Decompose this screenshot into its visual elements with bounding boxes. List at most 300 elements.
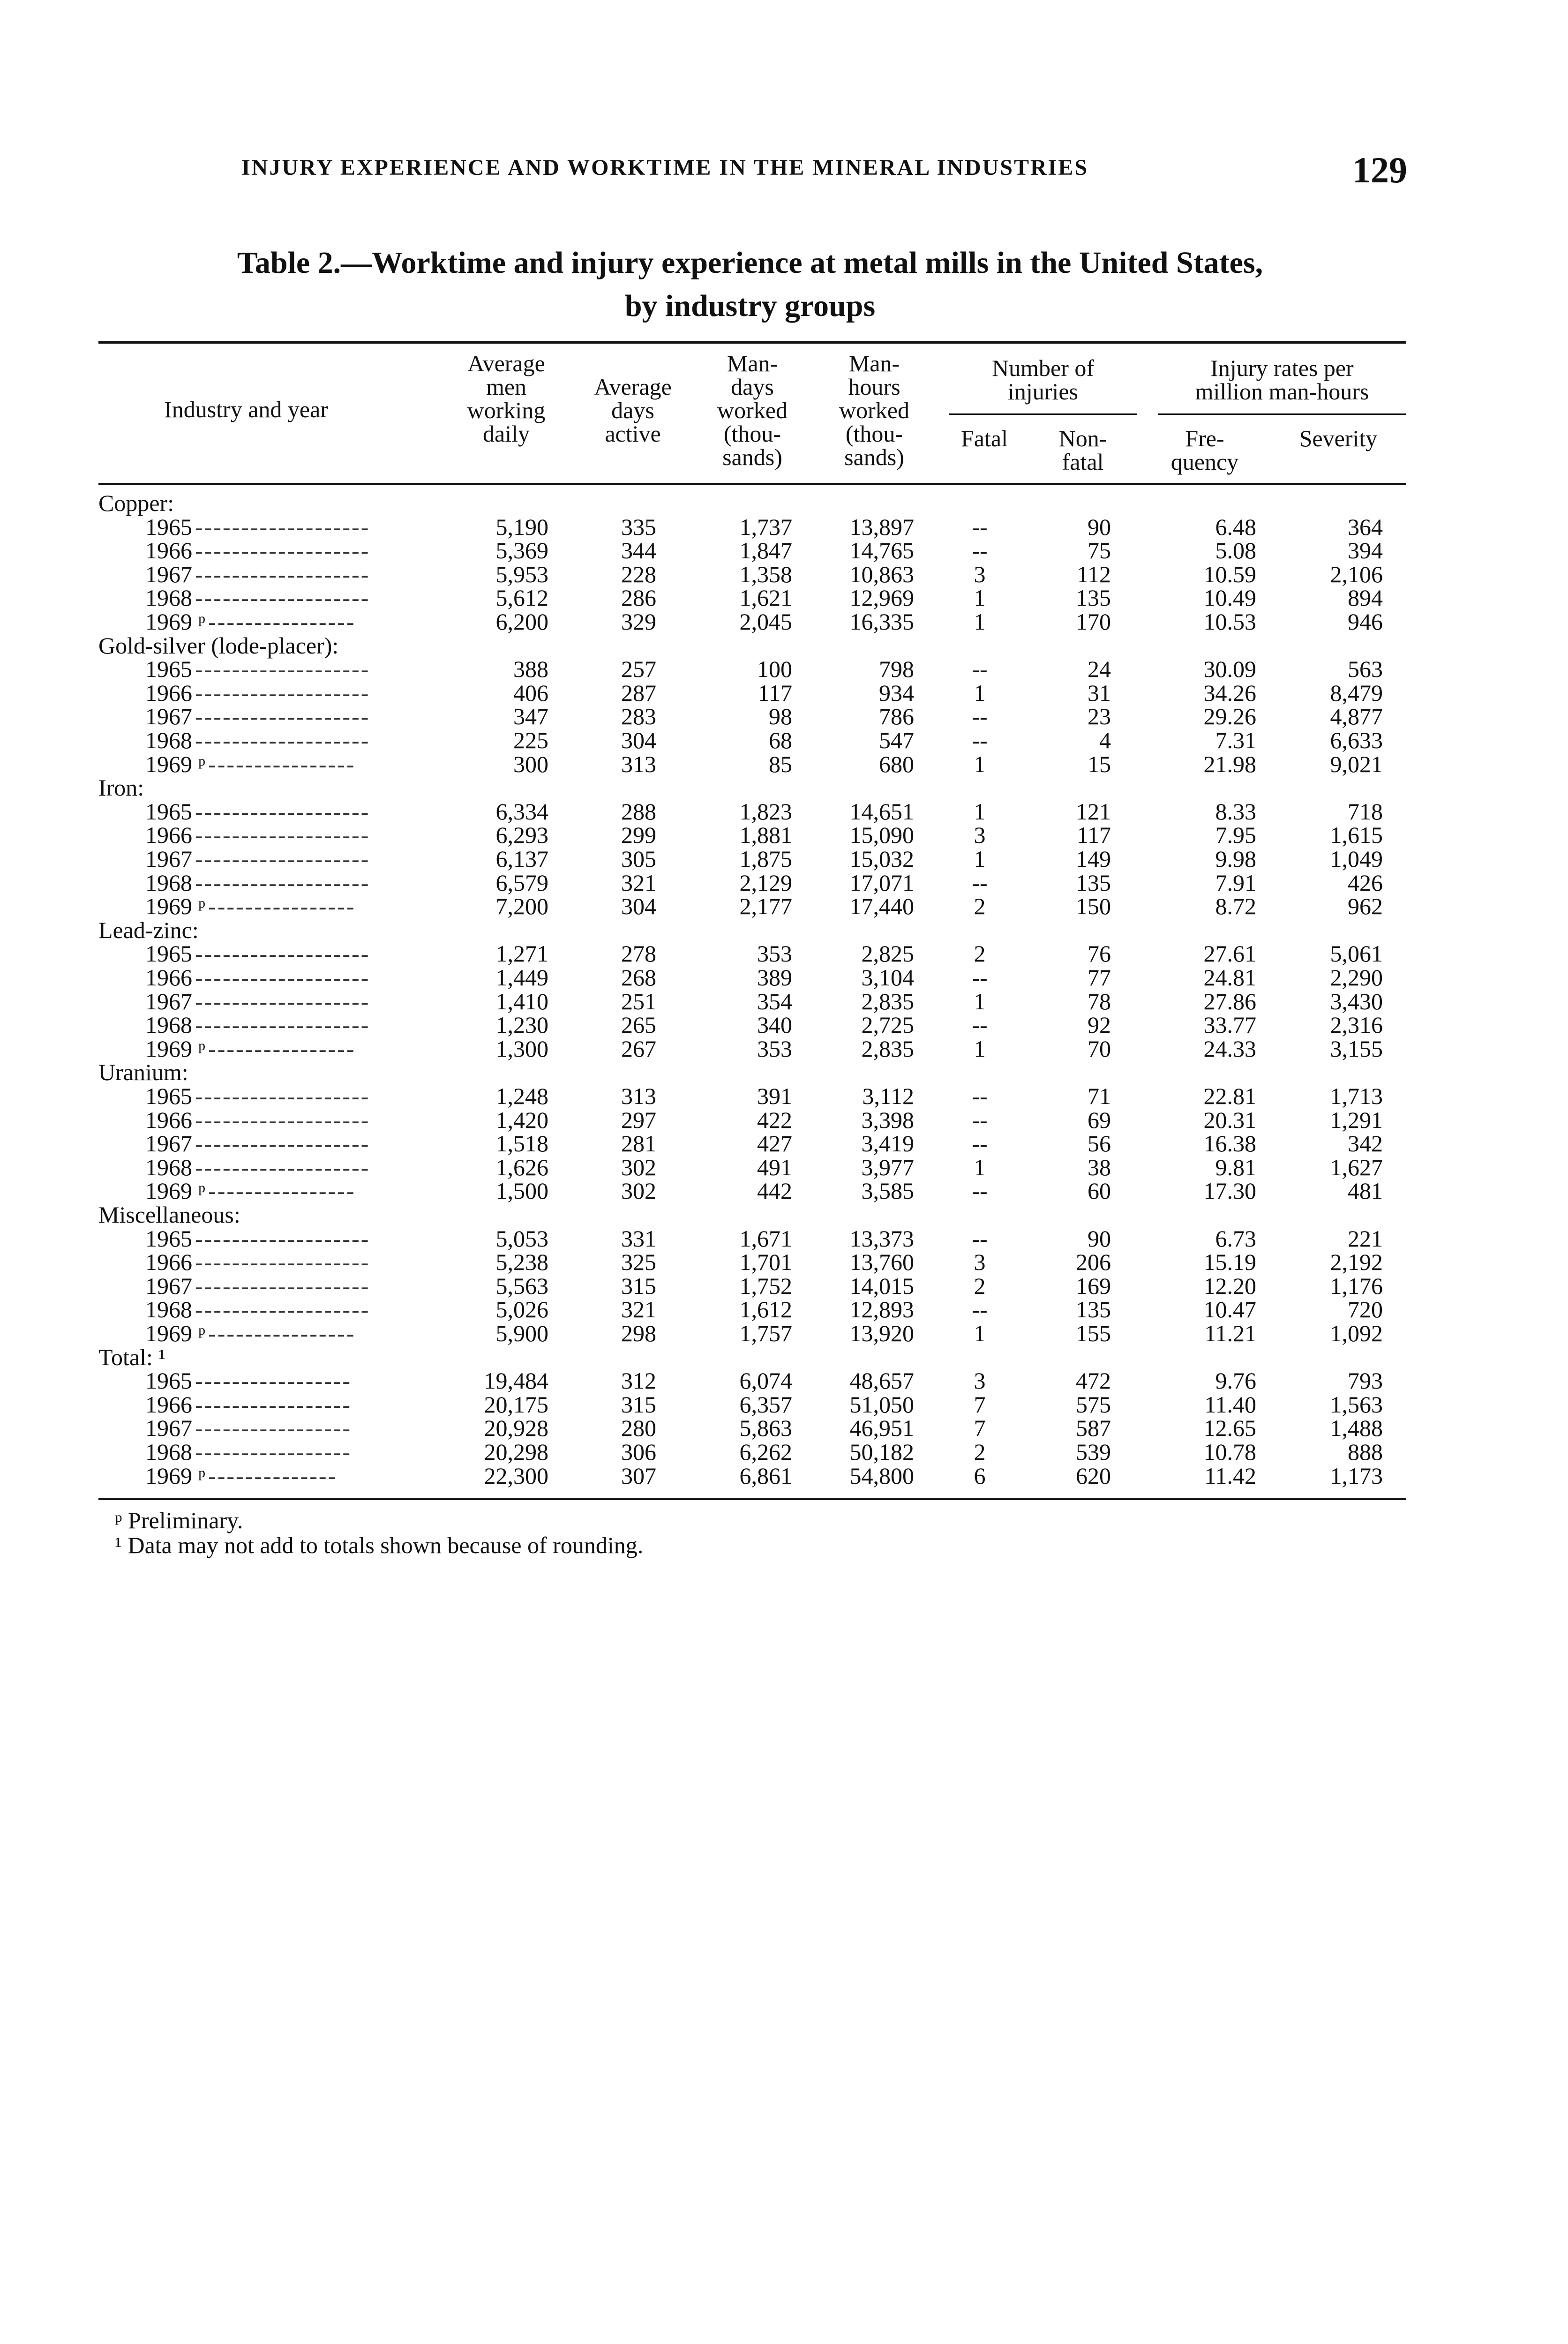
fatal-cell: 1 — [974, 1154, 986, 1180]
table-bottom-rule — [98, 1498, 1406, 1500]
fatal-cell: 2 — [974, 1272, 986, 1299]
dot-leader: ----------------- — [195, 1440, 352, 1464]
man-hours-cell: 54,800 — [849, 1462, 914, 1489]
man-hours-cell: 14,765 — [849, 537, 914, 564]
average-men-cell: 1,420 — [495, 1106, 548, 1133]
severity-cell: 2,290 — [1330, 964, 1383, 991]
fatal-cell: -- — [972, 727, 988, 753]
average-days-cell: 257 — [621, 656, 656, 683]
man-hours-cell: 13,373 — [849, 1225, 914, 1252]
average-men-cell: 1,449 — [495, 964, 548, 991]
average-days-cell: 278 — [621, 940, 656, 967]
severity-cell: 8,479 — [1330, 679, 1383, 706]
average-days-cell: 251 — [621, 988, 656, 1014]
man-hours-cell: 15,032 — [849, 846, 914, 872]
dot-leader: ------------------- — [195, 515, 370, 539]
header-bottom-rule — [98, 483, 1406, 485]
average-men-cell: 6,200 — [495, 609, 548, 635]
table-row — [0, 539, 1568, 562]
table-row — [0, 729, 1568, 752]
table-row — [0, 1369, 1568, 1392]
year-cell: 1969 ᵖ — [145, 893, 206, 920]
frequency-cell: 7.95 — [1215, 822, 1256, 849]
year-cell: 1965 — [145, 1083, 192, 1109]
dot-leader: ---------------- — [208, 1322, 356, 1345]
year-cell: 1969 ᵖ — [145, 1462, 206, 1489]
average-days-cell: 288 — [621, 798, 656, 825]
frequency-cell: 12.65 — [1203, 1415, 1256, 1442]
frequency-cell: 24.33 — [1203, 1035, 1256, 1062]
group-heading-row — [0, 776, 1568, 799]
dot-leader: ------------------- — [195, 539, 370, 563]
average-men-cell: 5,190 — [495, 513, 548, 540]
dot-leader: ------------------- — [195, 1132, 370, 1156]
fatal-cell: 1 — [974, 988, 986, 1014]
dot-leader: ------------------- — [195, 1274, 370, 1298]
man-days-cell: 391 — [757, 1083, 792, 1109]
footnote-preliminary: ᵖ Preliminary. — [115, 1507, 243, 1533]
year-cell: 1965 — [145, 513, 192, 540]
year-cell: 1967 — [145, 1415, 192, 1442]
average-men-cell: 5,053 — [495, 1225, 548, 1252]
average-men-cell: 20,928 — [484, 1415, 548, 1442]
nonfatal-cell: 620 — [1076, 1462, 1111, 1489]
year-cell: 1966 — [145, 1249, 192, 1276]
running-head: INJURY EXPERIENCE AND WORKTIME IN THE MINERAL INDUSTRIES — [241, 155, 1089, 180]
fatal-cell: 3 — [974, 1367, 986, 1394]
frequency-cell: 7.91 — [1215, 869, 1256, 896]
group-heading: Total: ¹ — [98, 1344, 166, 1370]
man-days-cell: 353 — [757, 940, 792, 967]
average-days-cell: 302 — [621, 1154, 656, 1180]
average-days-cell: 304 — [621, 893, 656, 920]
man-days-cell: 2,129 — [739, 869, 792, 896]
frequency-cell: 20.31 — [1203, 1106, 1256, 1133]
header-industry-year: Industry and year — [164, 396, 328, 422]
header-average-men: Average men working daily — [467, 350, 546, 447]
severity-cell: 1,176 — [1330, 1272, 1383, 1299]
severity-cell: 4,877 — [1330, 703, 1383, 730]
year-cell: 1969 ᵖ — [145, 751, 206, 777]
man-hours-cell: 3,112 — [862, 1083, 914, 1109]
man-days-cell: 353 — [757, 1035, 792, 1062]
nonfatal-cell: 539 — [1076, 1439, 1111, 1465]
severity-cell: 426 — [1348, 869, 1383, 896]
nonfatal-cell: 56 — [1088, 1130, 1111, 1157]
dot-leader: ------------------- — [195, 1108, 370, 1132]
frequency-cell: 29.26 — [1203, 703, 1256, 730]
dot-leader: ---------------- — [208, 1037, 356, 1060]
nonfatal-cell: 472 — [1076, 1367, 1111, 1394]
man-hours-cell: 15,090 — [849, 822, 914, 849]
average-men-cell: 20,298 — [484, 1439, 548, 1465]
nonfatal-cell: 24 — [1088, 656, 1111, 683]
severity-cell: 793 — [1348, 1367, 1383, 1394]
man-days-cell: 1,752 — [739, 1272, 792, 1299]
average-men-cell: 406 — [513, 679, 548, 706]
page-number: 129 — [1352, 150, 1407, 190]
table-row — [0, 1393, 1568, 1416]
year-cell: 1966 — [145, 1391, 192, 1418]
header-nonfatal: Non- fatal — [1058, 425, 1107, 475]
average-days-cell: 315 — [621, 1391, 656, 1418]
dot-leader: ------------------- — [195, 799, 370, 823]
fatal-cell: -- — [972, 513, 988, 540]
man-days-cell: 100 — [757, 656, 792, 683]
man-days-cell: 2,045 — [739, 609, 792, 635]
group-heading: Copper: — [98, 490, 174, 516]
group-heading: Iron: — [98, 774, 144, 801]
year-cell: 1966 — [145, 964, 192, 991]
average-days-cell: 283 — [621, 703, 656, 730]
table-row — [0, 1250, 1568, 1274]
average-days-cell: 268 — [621, 964, 656, 991]
fatal-cell: 1 — [974, 798, 986, 825]
average-days-cell: 335 — [621, 513, 656, 540]
frequency-cell: 15.19 — [1203, 1249, 1256, 1276]
man-hours-cell: 12,893 — [849, 1296, 914, 1323]
man-hours-cell: 14,015 — [849, 1272, 914, 1299]
nonfatal-cell: 90 — [1088, 1225, 1111, 1252]
group-heading-row — [0, 1203, 1568, 1226]
frequency-cell: 8.72 — [1215, 893, 1256, 920]
nonfatal-cell: 121 — [1076, 798, 1111, 825]
table-row — [0, 942, 1568, 965]
fatal-cell: 1 — [974, 1035, 986, 1062]
severity-cell: 2,106 — [1330, 561, 1383, 587]
man-days-cell: 68 — [769, 727, 792, 753]
year-cell: 1967 — [145, 988, 192, 1014]
footnote-rounding: ¹ Data may not add to totals shown because of rounding. — [115, 1532, 644, 1558]
frequency-cell: 12.20 — [1203, 1272, 1256, 1299]
table-top-rule — [98, 341, 1406, 344]
frequency-cell: 10.59 — [1203, 561, 1256, 587]
man-days-cell: 6,357 — [739, 1391, 792, 1418]
nonfatal-cell: 155 — [1076, 1320, 1111, 1346]
fatal-cell: -- — [972, 537, 988, 564]
frequency-cell: 10.53 — [1203, 609, 1256, 635]
table-row — [0, 1084, 1568, 1108]
average-days-cell: 305 — [621, 846, 656, 872]
man-hours-cell: 2,725 — [861, 1012, 914, 1038]
frequency-cell: 5.08 — [1215, 537, 1256, 564]
caption-line-1: Table 2.—Worktime and injury experience at metal mills in the United States, — [237, 246, 1263, 280]
man-hours-cell: 13,920 — [849, 1320, 914, 1346]
fatal-cell: 2 — [974, 893, 986, 920]
average-men-cell: 19,484 — [484, 1367, 548, 1394]
average-men-cell: 5,238 — [495, 1249, 548, 1276]
frequency-cell: 11.40 — [1204, 1391, 1256, 1418]
group-heading: Uranium: — [98, 1059, 188, 1086]
dot-leader: ------------------- — [195, 871, 370, 894]
header-fatal: Fatal — [961, 425, 1008, 451]
table-row — [0, 1179, 1568, 1202]
frequency-cell: 27.86 — [1203, 988, 1256, 1014]
table-row — [0, 966, 1568, 989]
frequency-cell: 30.09 — [1203, 656, 1256, 683]
fatal-cell: 3 — [974, 822, 986, 849]
average-days-cell: 313 — [621, 751, 656, 777]
nonfatal-cell: 149 — [1076, 846, 1111, 872]
fatal-cell: -- — [972, 1083, 988, 1109]
fatal-cell: 6 — [974, 1462, 986, 1489]
man-hours-cell: 12,969 — [849, 585, 914, 611]
table-caption — [94, 241, 1406, 328]
man-days-cell: 422 — [757, 1106, 792, 1133]
man-hours-cell: 547 — [879, 727, 914, 753]
man-days-cell: 1,881 — [739, 822, 792, 849]
man-hours-cell: 16,335 — [849, 609, 914, 635]
average-days-cell: 297 — [621, 1106, 656, 1133]
fatal-cell: -- — [972, 1106, 988, 1133]
severity-cell: 1,615 — [1330, 822, 1383, 849]
group-heading: Lead-zinc: — [98, 917, 199, 943]
frequency-cell: 22.81 — [1203, 1083, 1256, 1109]
fatal-cell: 1 — [974, 585, 986, 611]
nonfatal-cell: 117 — [1076, 822, 1111, 849]
dot-leader: ---------------- — [208, 610, 356, 633]
dot-leader: ------------------- — [195, 966, 370, 989]
man-hours-cell: 17,440 — [849, 893, 914, 920]
nonfatal-cell: 135 — [1076, 585, 1111, 611]
average-men-cell: 6,579 — [495, 869, 548, 896]
average-men-cell: 6,334 — [495, 798, 548, 825]
man-hours-cell: 17,071 — [849, 869, 914, 896]
nonfatal-cell: 4 — [1099, 727, 1111, 753]
dot-leader: ------------------- — [195, 942, 370, 966]
table-row — [0, 1132, 1568, 1155]
man-days-cell: 1,847 — [739, 537, 792, 564]
average-men-cell: 5,612 — [495, 585, 548, 611]
average-days-cell: 307 — [621, 1462, 656, 1489]
fatal-cell: 7 — [974, 1391, 986, 1418]
man-days-cell: 85 — [769, 751, 792, 777]
man-days-cell: 2,177 — [739, 893, 792, 920]
man-days-cell: 1,823 — [739, 798, 792, 825]
average-days-cell: 298 — [621, 1320, 656, 1346]
average-men-cell: 1,518 — [495, 1130, 548, 1157]
man-hours-cell: 50,182 — [849, 1439, 914, 1465]
dot-leader: ---------------- — [208, 752, 356, 776]
nonfatal-cell: 31 — [1088, 679, 1111, 706]
severity-cell: 1,627 — [1330, 1154, 1383, 1180]
average-men-cell: 388 — [513, 656, 548, 683]
severity-cell: 1,092 — [1330, 1320, 1383, 1346]
year-cell: 1965 — [145, 940, 192, 967]
year-cell: 1969 ᵖ — [145, 1035, 206, 1062]
frequency-cell: 21.98 — [1203, 751, 1256, 777]
fatal-cell: 1 — [974, 609, 986, 635]
man-days-cell: 354 — [757, 988, 792, 1014]
fatal-cell: -- — [972, 869, 988, 896]
nonfatal-cell: 15 — [1088, 751, 1111, 777]
year-cell: 1967 — [145, 1130, 192, 1157]
fatal-cell: 2 — [974, 940, 986, 967]
table-row — [0, 610, 1568, 633]
table-row — [0, 800, 1568, 823]
man-days-cell: 427 — [757, 1130, 792, 1157]
man-hours-cell: 3,104 — [861, 964, 914, 991]
nonfatal-cell: 169 — [1076, 1272, 1111, 1299]
dot-leader: ------------------- — [195, 1084, 370, 1108]
average-men-cell: 22,300 — [484, 1462, 548, 1489]
man-hours-cell: 786 — [879, 703, 914, 730]
table-row — [0, 1037, 1568, 1060]
severity-cell: 394 — [1348, 537, 1383, 564]
nonfatal-cell: 135 — [1076, 1296, 1111, 1323]
dot-leader: ---------------- — [208, 894, 356, 918]
frequency-cell: 9.76 — [1215, 1367, 1256, 1394]
header-number-of-injuries: Number of injuries — [992, 355, 1094, 405]
man-hours-cell: 48,657 — [849, 1367, 914, 1394]
nonfatal-cell: 92 — [1088, 1012, 1111, 1038]
severity-cell: 481 — [1348, 1178, 1383, 1204]
severity-cell: 1,291 — [1330, 1106, 1383, 1133]
year-cell: 1965 — [145, 1367, 192, 1394]
table-row — [0, 1298, 1568, 1321]
average-days-cell: 315 — [621, 1272, 656, 1299]
man-days-cell: 6,861 — [739, 1462, 792, 1489]
table-row — [0, 847, 1568, 871]
man-hours-cell: 2,835 — [861, 1035, 914, 1062]
severity-cell: 5,061 — [1330, 940, 1383, 967]
average-men-cell: 5,563 — [495, 1272, 548, 1299]
table-row — [0, 1322, 1568, 1345]
header-severity: Severity — [1299, 425, 1378, 451]
average-men-cell: 1,626 — [495, 1154, 548, 1180]
fatal-cell: 3 — [974, 561, 986, 587]
year-cell: 1968 — [145, 727, 192, 753]
table-row — [0, 871, 1568, 894]
nonfatal-cell: 135 — [1076, 869, 1111, 896]
fatal-cell: -- — [972, 1178, 988, 1204]
dot-leader: ----------------- — [195, 1416, 352, 1440]
fatal-cell: 1 — [974, 1320, 986, 1346]
group-heading-row — [0, 1060, 1568, 1084]
fatal-cell: 2 — [974, 1439, 986, 1465]
dot-leader: ------------------- — [195, 729, 370, 752]
year-cell: 1965 — [145, 656, 192, 683]
frequency-cell: 11.21 — [1204, 1320, 1256, 1346]
severity-cell: 364 — [1348, 513, 1383, 540]
caption-line-2: by industry groups — [624, 289, 876, 323]
severity-cell: 6,633 — [1330, 727, 1383, 753]
table-row — [0, 752, 1568, 776]
frequency-cell: 33.77 — [1203, 1012, 1256, 1038]
average-men-cell: 6,293 — [495, 822, 548, 849]
group-heading: Miscellaneous: — [98, 1202, 240, 1228]
year-cell: 1966 — [145, 822, 192, 849]
average-men-cell: 1,248 — [495, 1083, 548, 1109]
severity-cell: 1,563 — [1330, 1391, 1383, 1418]
severity-cell: 2,316 — [1330, 1012, 1383, 1038]
dot-leader: ----------------- — [195, 1392, 352, 1416]
average-days-cell: 299 — [621, 822, 656, 849]
man-hours-cell: 680 — [879, 751, 914, 777]
year-cell: 1969 ᵖ — [145, 1320, 206, 1346]
average-men-cell: 1,410 — [495, 988, 548, 1014]
man-hours-cell: 13,897 — [849, 513, 914, 540]
group-heading-row — [0, 634, 1568, 657]
average-men-cell: 1,500 — [495, 1178, 548, 1204]
group-heading-row — [0, 918, 1568, 942]
nonfatal-cell: 587 — [1076, 1415, 1111, 1442]
year-cell: 1969 ᵖ — [145, 1178, 206, 1204]
year-cell: 1967 — [145, 1272, 192, 1299]
average-days-cell: 306 — [621, 1439, 656, 1465]
average-men-cell: 300 — [513, 751, 548, 777]
average-days-cell: 313 — [621, 1083, 656, 1109]
year-cell: 1968 — [145, 1296, 192, 1323]
table-row — [0, 515, 1568, 539]
year-cell: 1968 — [145, 869, 192, 896]
nonfatal-cell: 90 — [1088, 513, 1111, 540]
dot-leader: ------------------- — [195, 1298, 370, 1322]
man-hours-cell: 46,951 — [849, 1415, 914, 1442]
frequency-cell: 10.47 — [1203, 1296, 1256, 1323]
fatal-cell: -- — [972, 703, 988, 730]
frequency-cell: 9.98 — [1215, 846, 1256, 872]
average-men-cell: 5,369 — [495, 537, 548, 564]
fatal-cell: -- — [972, 1225, 988, 1252]
average-days-cell: 344 — [621, 537, 656, 564]
average-days-cell: 281 — [621, 1130, 656, 1157]
group-heading-row — [0, 1345, 1568, 1369]
year-cell: 1968 — [145, 1439, 192, 1465]
man-days-cell: 1,621 — [739, 585, 792, 611]
severity-cell: 1,713 — [1330, 1083, 1383, 1109]
dot-leader: ------------------- — [195, 1013, 370, 1037]
average-days-cell: 321 — [621, 869, 656, 896]
frequency-cell: 27.61 — [1203, 940, 1256, 967]
table-row — [0, 1440, 1568, 1464]
severity-cell: 718 — [1348, 798, 1383, 825]
nonfatal-cell: 170 — [1076, 609, 1111, 635]
man-days-cell: 491 — [757, 1154, 792, 1180]
nonfatal-cell: 78 — [1088, 988, 1111, 1014]
average-days-cell: 321 — [621, 1296, 656, 1323]
nonfatal-cell: 112 — [1076, 561, 1111, 587]
severity-cell: 9,021 — [1330, 751, 1383, 777]
average-men-cell: 6,137 — [495, 846, 548, 872]
dot-leader: ------------------- — [195, 847, 370, 871]
fatal-cell: -- — [972, 1130, 988, 1157]
man-hours-cell: 2,835 — [861, 988, 914, 1014]
nonfatal-cell: 23 — [1088, 703, 1111, 730]
year-cell: 1969 ᵖ — [145, 609, 206, 635]
table-row — [0, 1227, 1568, 1250]
frequency-cell: 34.26 — [1203, 679, 1256, 706]
man-days-cell: 1,358 — [739, 561, 792, 587]
year-cell: 1968 — [145, 1154, 192, 1180]
severity-cell: 894 — [1348, 585, 1383, 611]
dot-leader: ------------------- — [195, 586, 370, 610]
fatal-cell: -- — [972, 1296, 988, 1323]
nonfatal-cell: 77 — [1088, 964, 1111, 991]
header-injury-rates: Injury rates per million man-hours — [1195, 355, 1369, 405]
frequency-cell: 10.49 — [1203, 585, 1256, 611]
nonfatal-cell: 38 — [1088, 1154, 1111, 1180]
nonfatal-cell: 76 — [1088, 940, 1111, 967]
table-row — [0, 586, 1568, 609]
dot-leader: ---------------- — [208, 1179, 356, 1203]
man-days-cell: 1,875 — [739, 846, 792, 872]
man-days-cell: 1,701 — [739, 1249, 792, 1276]
average-men-cell: 5,900 — [495, 1320, 548, 1346]
fatal-cell: 1 — [974, 846, 986, 872]
man-hours-cell: 10,863 — [849, 561, 914, 587]
average-days-cell: 312 — [621, 1367, 656, 1394]
